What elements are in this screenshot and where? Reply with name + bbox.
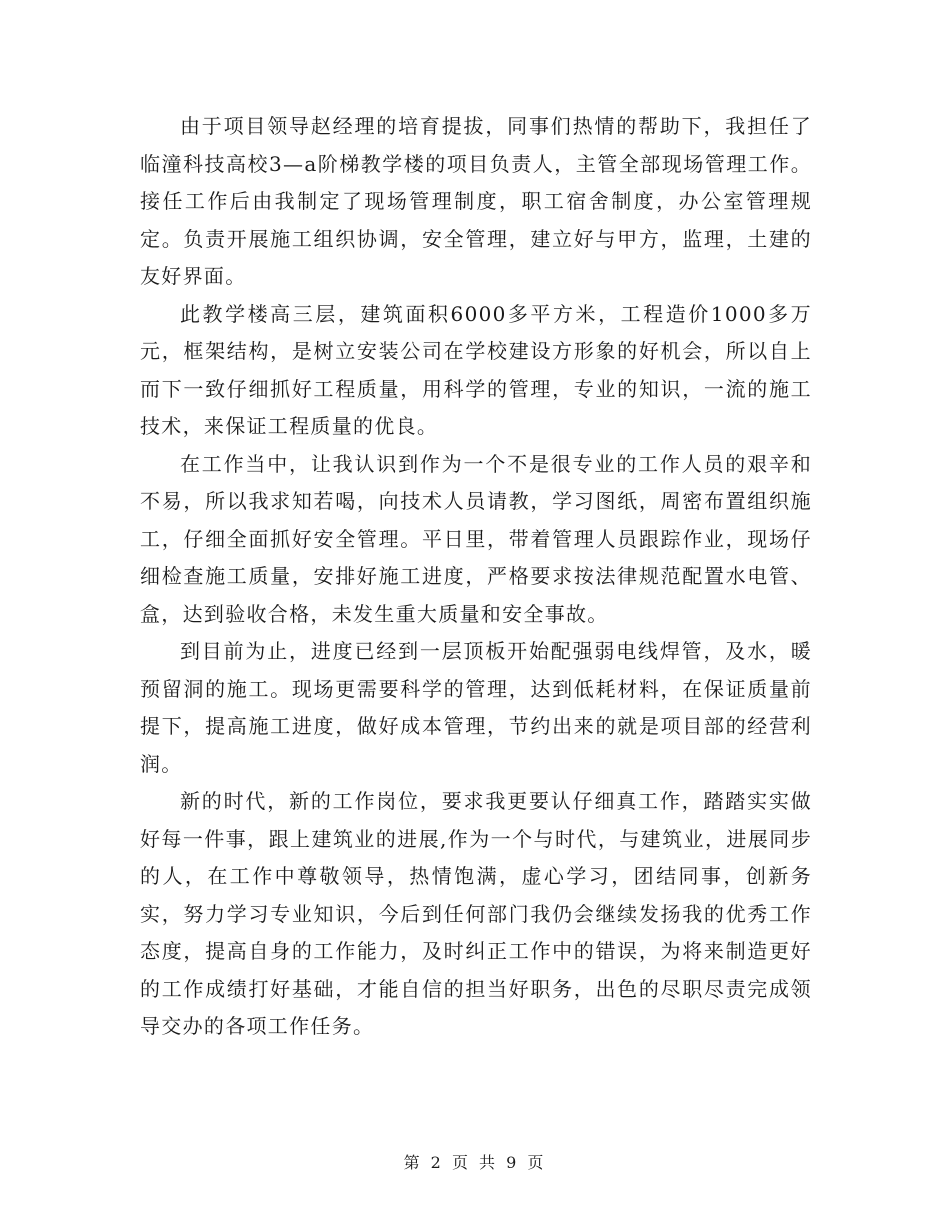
page-number-footer: 第 2 页 共 9 页 [403,1153,547,1172]
paragraph: 由于项目领导赵经理的培育提拔，同事们热情的帮助下，我担任了临潼科技高校3—a阶梯教学楼的项目负责人，主管全部现场管理工作。接任工作后由我制定了现场管理制度，职工宿舍制度，办公室管理规定。负责开展施工组织协调，安全管理，建立好与甲方，监理，土建的友好界面。 [140,114,812,288]
paragraph: 在工作当中，让我认识到作为一个不是很专业的工作人员的艰辛和不易，所以我求知若喝，向技术人员请教，学习图纸，周密布置组织施工，仔细全面抓好安全管理。平日里，带着管理人员跟踪作业，现场仔细检查施工质量，安排好施工进度，严格要求按法律规范配置水电管、盒，达到验收合格，未发生重大质量和安全事故。 [140,451,812,626]
document-body [140,108,812,1046]
paragraph: 到目前为止，进度已经到一层顶板开始配强弱电线焊管，及水，暖预留洞的施工。现场更需要科学的管理，达到低耗材料，在保证质量前提下，提高施工进度，做好成本管理，节约出来的就是项目部的经营利润。 [140,639,812,776]
paragraph: 此教学楼高三层，建筑面积6000多平方米，工程造价1000多万元，框架结构，是树立安装公司在学校建设方形象的好机会，所以自上而下一致仔细抓好工程质量，用科学的管理，专业的知识，一流的施工技术，来保证工程质量的优良。 [140,301,812,438]
paragraph: 新的时代，新的工作岗位，要求我更要认仔细真工作，踏踏实实做好每一件事，跟上建筑业的进展,作为一个与时代，与建筑业，进展同步的人，在工作中尊敬领导，热情饱满，虚心学习，团结同事，创新务实，努力学习专业知识，今后到任何部门我仍会继续发扬我的优秀工作态度，提高自身的工作能力，及时纠正工作中的错误，为将来制造更好的工作成绩打好基础，才能自信的担当好职务，出色的尽职尽责完成领导交办的各项工作任务。 [140,789,812,1038]
